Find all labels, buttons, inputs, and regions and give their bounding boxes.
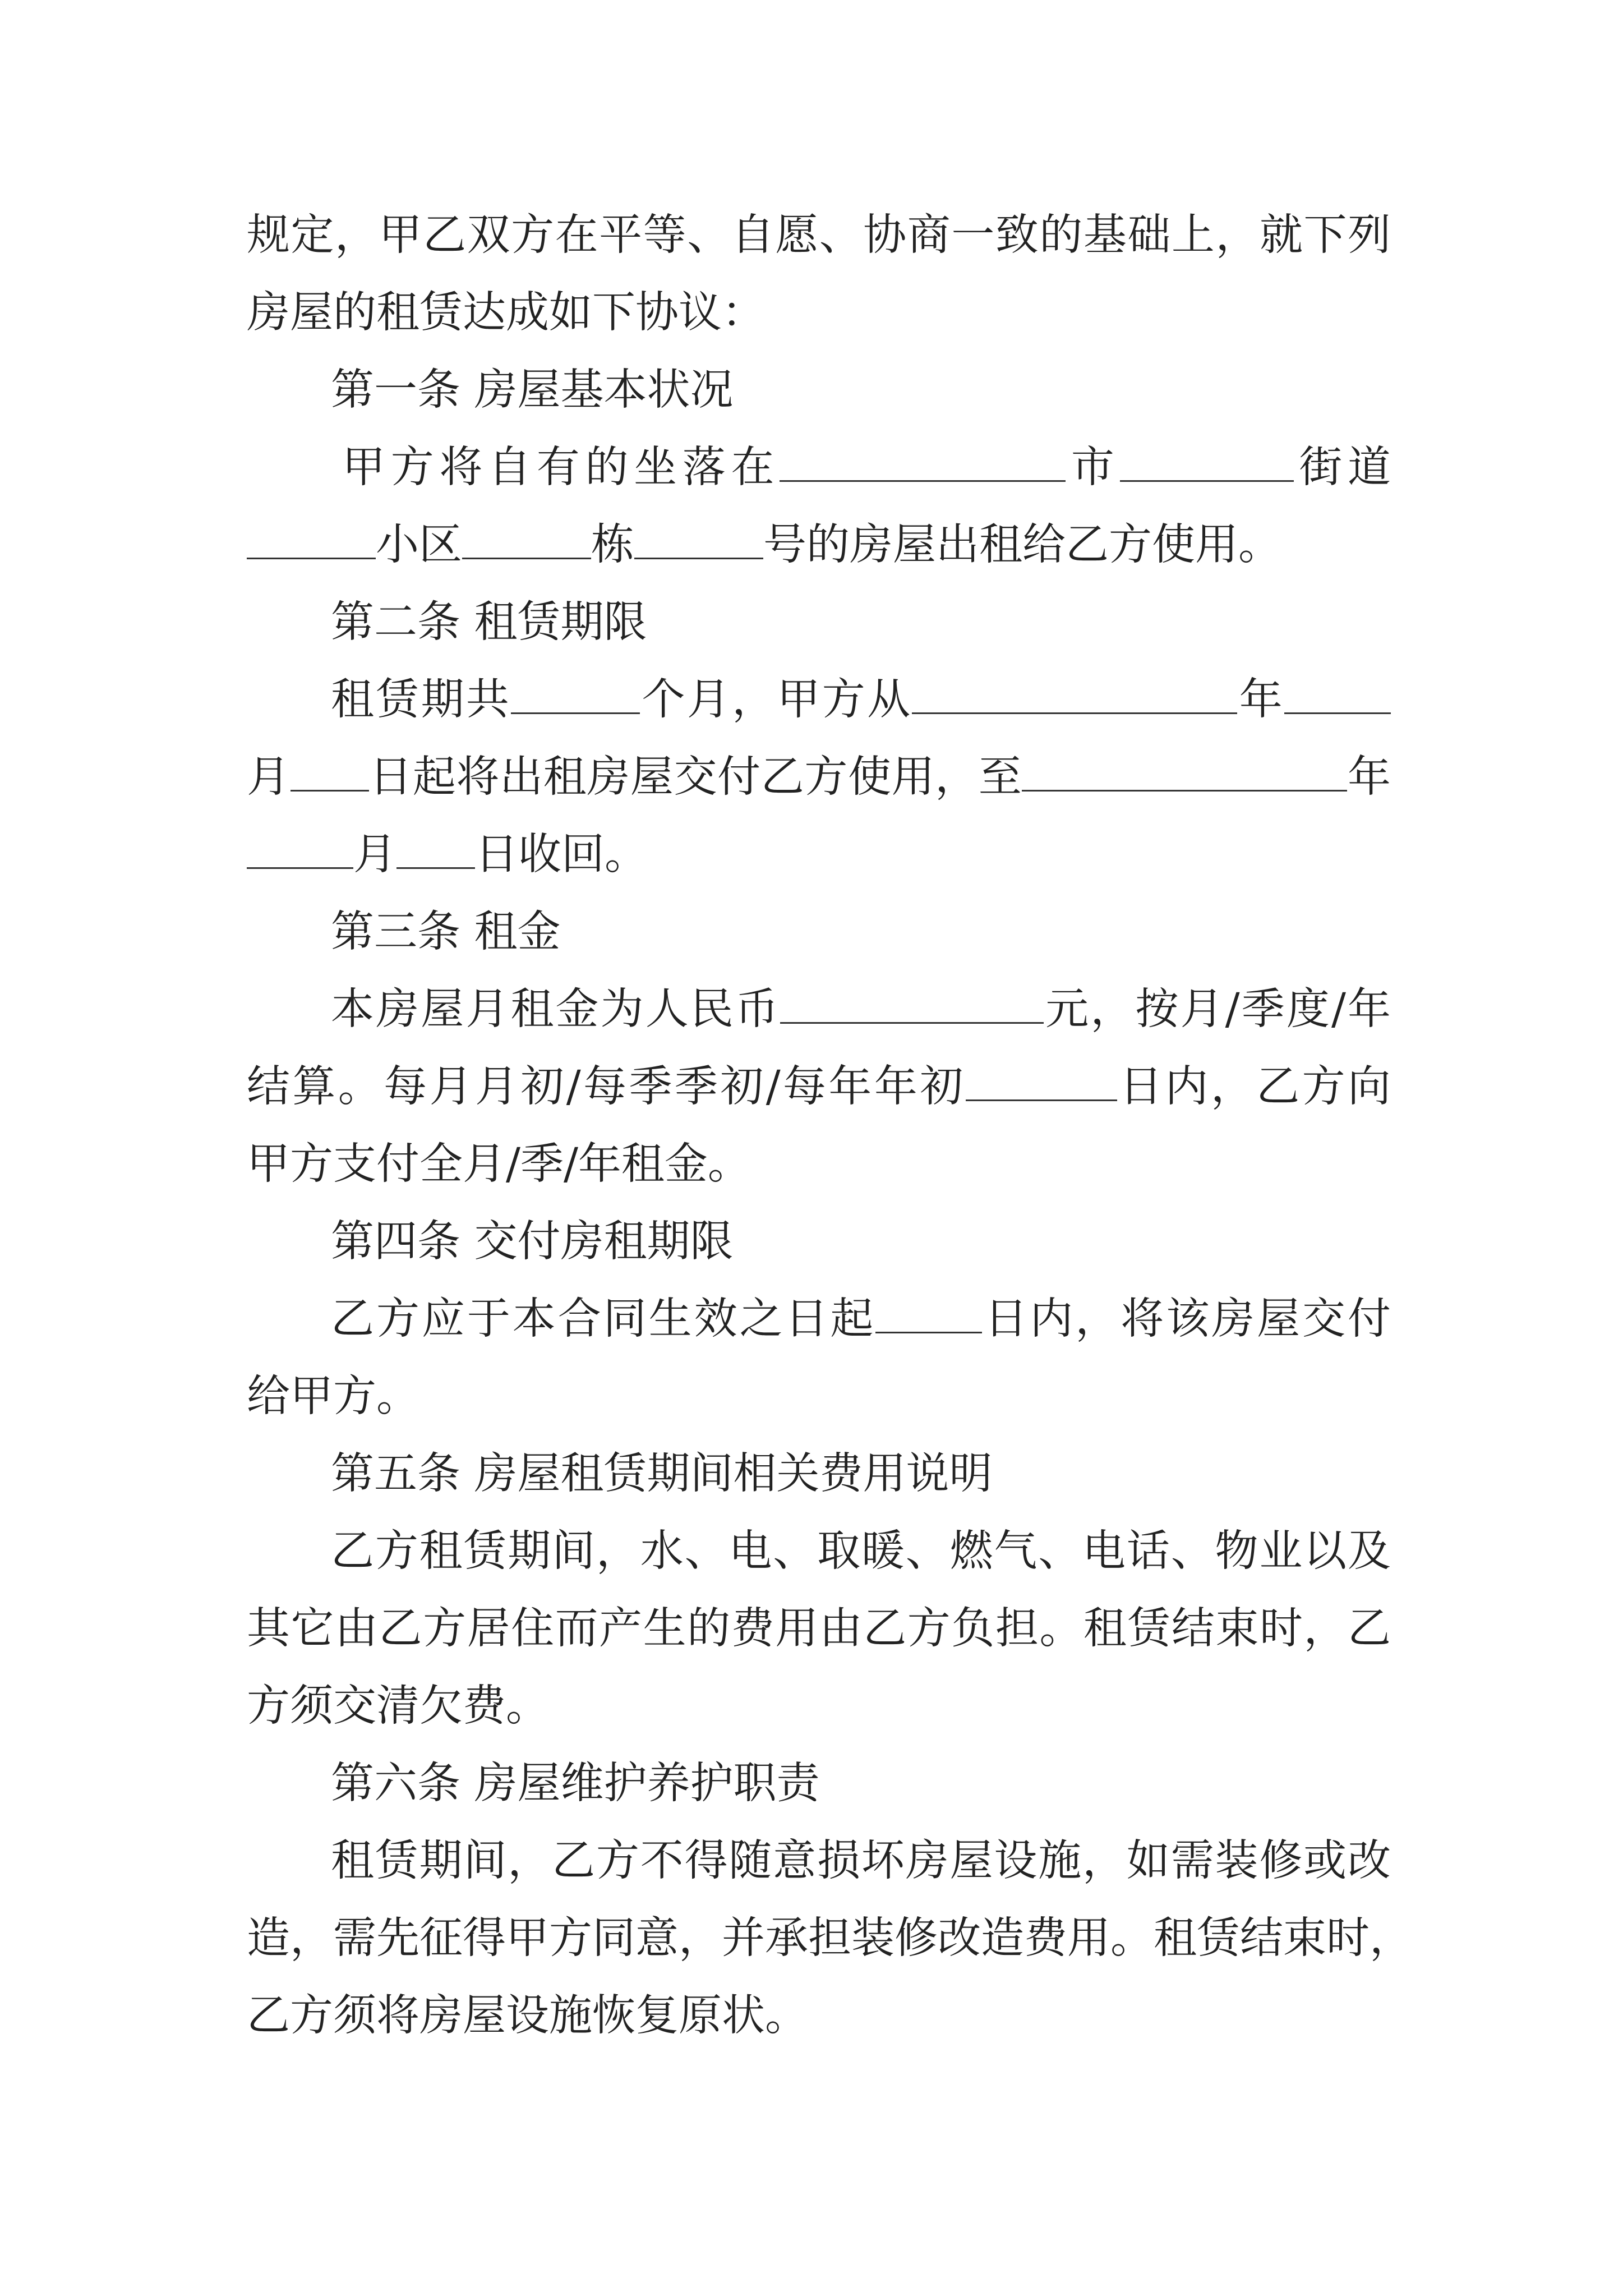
text-segment: 个月，甲方从 — [640, 675, 912, 725]
text-segment: 日起将出租房屋交付乙方使用，至 — [368, 752, 1022, 802]
heading-text: 第五条 房屋租赁期间相关费用说明 — [331, 1449, 993, 1499]
text-segment: 年 — [1347, 752, 1391, 802]
text-segment: 街道 — [1293, 443, 1391, 493]
text-segment: 结算。每月月初/每季季初/每年年初 — [247, 1062, 966, 1112]
section-heading — [247, 1208, 1391, 1276]
text-segment: 月 — [247, 752, 291, 802]
fill-in-blank[interactable] — [912, 671, 1237, 714]
text-line — [247, 666, 1391, 734]
text-segment: 甲方将自有的坐落在 — [342, 443, 780, 493]
text-line — [247, 1828, 1391, 1895]
text-line — [247, 1131, 1391, 1198]
text-segment: 方须交清欠费。 — [247, 1681, 549, 1731]
fill-in-blank[interactable] — [1284, 671, 1391, 714]
text-segment: 造，需先征得甲方同意，并承担装修改造费用。租赁结束时， — [247, 1913, 1413, 1963]
fill-in-blank[interactable] — [396, 826, 475, 869]
text-segment: 年 — [1237, 675, 1285, 725]
text-segment: 栋 — [591, 520, 634, 570]
text-line — [247, 1286, 1391, 1353]
text-line — [247, 1673, 1391, 1740]
heading-text: 第二条 租赁期限 — [331, 597, 647, 647]
text-line — [247, 1053, 1391, 1121]
text-segment: 本房屋月租金为人民币 — [331, 984, 781, 1034]
text-segment: 房屋的租赁达成如下协议： — [247, 288, 765, 338]
text-line — [247, 1363, 1391, 1430]
text-segment: 租赁期间，乙方不得随意损坏房屋设施，如需装修或改 — [331, 1836, 1391, 1886]
text-line — [247, 744, 1391, 811]
heading-text: 第六条 房屋维护养护职责 — [331, 1759, 820, 1809]
fill-in-blank[interactable] — [247, 517, 376, 559]
fill-in-blank[interactable] — [875, 1291, 982, 1333]
section-heading — [247, 1750, 1391, 1818]
section-heading — [247, 357, 1391, 424]
heading-text: 第一条 房屋基本状况 — [331, 365, 734, 415]
text-segment: 市 — [1066, 443, 1120, 493]
text-line — [247, 976, 1391, 1043]
text-line — [247, 434, 1391, 501]
heading-text: 第四条 交付房租期限 — [331, 1217, 734, 1267]
text-line — [247, 202, 1391, 269]
section-heading — [247, 589, 1391, 656]
fill-in-blank[interactable] — [634, 517, 763, 559]
section-heading — [247, 899, 1391, 966]
fill-in-blank[interactable] — [1120, 439, 1294, 482]
text-segment: 给甲方。 — [247, 1372, 419, 1421]
text-segment: 日收回。 — [475, 830, 648, 880]
fill-in-blank[interactable] — [780, 981, 1044, 1024]
text-segment: 乙方应于本合同生效之日起 — [331, 1294, 876, 1344]
text-segment: 小区 — [376, 520, 462, 570]
fill-in-blank[interactable] — [511, 671, 640, 714]
text-segment: 其它由乙方居住而产生的费用由乙方负担。租赁结束时，乙 — [247, 1604, 1391, 1654]
section-heading — [247, 1441, 1391, 1508]
text-segment: 乙方租赁期间，水、电、取暖、燃气、电话、物业以及 — [331, 1526, 1391, 1576]
text-segment: 日内，乙方向 — [1117, 1062, 1391, 1112]
fill-in-blank[interactable] — [462, 517, 591, 559]
text-line — [247, 1595, 1391, 1663]
fill-in-blank[interactable] — [247, 826, 353, 869]
fill-in-blank[interactable] — [291, 749, 369, 792]
text-segment: 租赁期共 — [331, 675, 511, 725]
heading-text: 第三条 租金 — [331, 907, 561, 957]
text-segment: 乙方须将房屋设施恢复原状。 — [247, 1991, 808, 2041]
fill-in-blank[interactable] — [1022, 749, 1347, 792]
text-line — [247, 821, 1391, 889]
text-segment: 号的房屋出租给乙方使用。 — [763, 520, 1281, 570]
text-segment: 规定，甲乙双方在平等、自愿、协商一致的基础上，就下列 — [247, 210, 1391, 260]
text-line — [247, 279, 1391, 347]
text-segment: 月 — [353, 830, 396, 880]
text-segment: 甲方支付全月/季/年租金。 — [247, 1139, 751, 1189]
fill-in-blank[interactable] — [780, 439, 1066, 482]
text-line — [247, 512, 1391, 579]
text-line — [247, 1518, 1391, 1585]
text-segment: 日内，将该房屋交付 — [982, 1294, 1391, 1344]
text-segment: 元，按月/季度/年 — [1044, 984, 1391, 1034]
text-line — [247, 1982, 1391, 2050]
fill-in-blank[interactable] — [966, 1059, 1117, 1101]
text-line — [247, 1905, 1413, 1972]
